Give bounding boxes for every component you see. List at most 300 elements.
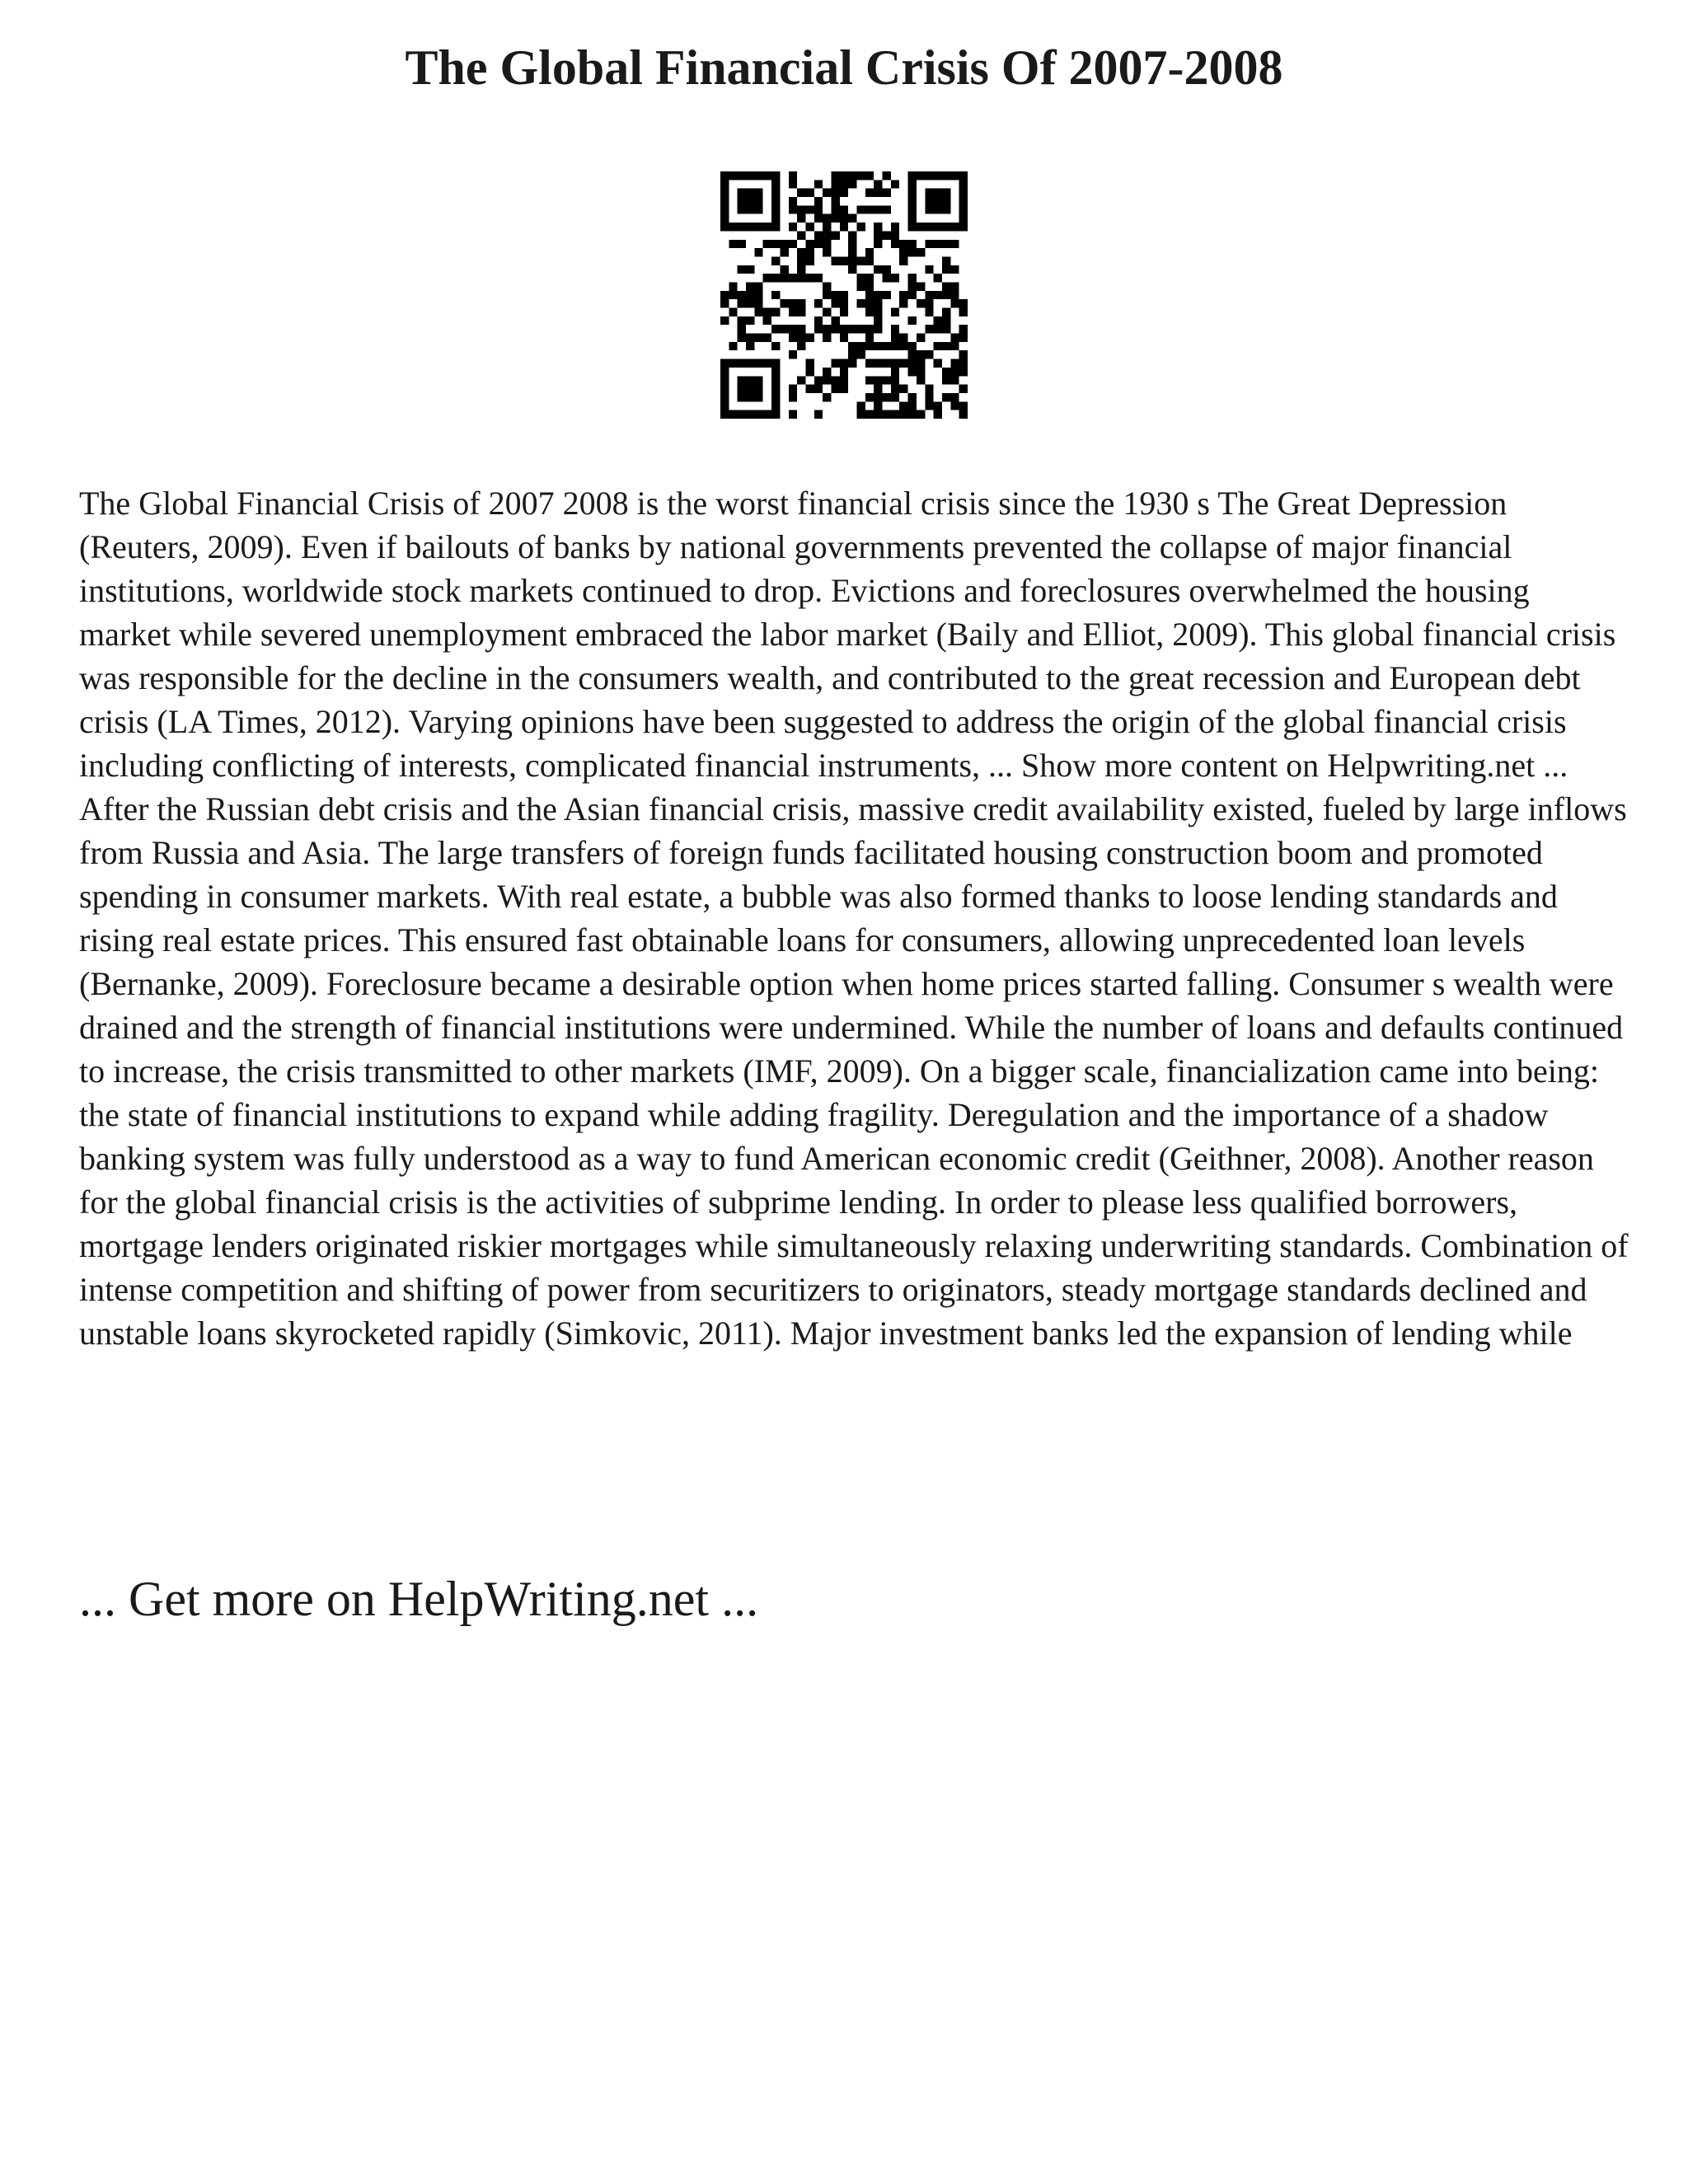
qr-module [805,334,814,342]
qr-module [865,376,874,384]
qr-module [942,189,950,197]
qr-module [763,223,771,231]
qr-module [823,214,831,223]
qr-module [797,214,805,223]
qr-module [823,368,831,376]
qr-module [865,256,874,265]
qr-module [823,393,831,401]
qr-module [857,401,865,410]
qr-module [908,282,917,290]
qr-module [865,410,874,419]
qr-module [857,223,865,231]
qr-module [865,171,874,180]
qr-module [899,240,907,248]
qr-module [840,256,848,265]
qr-module [942,291,950,299]
qr-module [823,240,831,248]
qr-module [848,171,856,180]
qr-module [814,385,823,393]
qr-module [754,385,762,393]
qr-module [840,180,848,188]
qr-module [950,334,959,342]
qr-module [848,231,856,239]
qr-module [917,410,925,419]
get-more-link[interactable]: ... Get more on HelpWriting.net ... [79,1572,759,1626]
qr-module [908,274,917,282]
qr-module [729,171,737,180]
qr-module [950,401,959,410]
qr-module [738,385,746,393]
qr-module [874,342,882,350]
qr-module [865,393,874,401]
qr-module [729,291,737,299]
qr-module [883,274,891,282]
qr-module [823,223,831,231]
qr-module [874,316,882,325]
qr-module [746,342,754,350]
qr-module [746,265,754,274]
qr-module [925,350,933,359]
qr-module [754,189,762,197]
qr-module [908,205,917,213]
qr-module [959,350,968,359]
qr-module [934,359,942,368]
qr-module [908,248,917,256]
qr-module [934,205,942,213]
qr-module [720,368,729,376]
qr-module [857,410,865,419]
qr-module [857,171,865,180]
qr-module [805,248,814,256]
qr-module [746,299,754,307]
qr-module [789,274,797,282]
qr-module [746,334,754,342]
qr-module [874,223,882,231]
qr-module [771,385,780,393]
qr-module [874,359,882,368]
qr-module [771,189,780,197]
qr-module [865,299,874,307]
qr-module [780,274,788,282]
qr-module [857,205,865,213]
qr-module [925,393,933,401]
qr-module [823,231,831,239]
qr-module [959,308,968,316]
qr-module [917,359,925,368]
qr-module [934,189,942,197]
qr-module [754,359,762,368]
qr-module [883,376,891,384]
qr-module [899,248,907,256]
qr-module [831,171,839,180]
qr-module [917,350,925,359]
qr-module [840,299,848,307]
qr-module [814,376,823,384]
qr-module [746,197,754,205]
qr-module [857,256,865,265]
qr-module [814,214,823,223]
qr-module [891,274,899,282]
qr-module [720,385,729,393]
qr-module [942,240,950,248]
qr-module [789,334,797,342]
qr-module [925,291,933,299]
qr-module [823,282,831,290]
qr-module [959,205,968,213]
qr-module [831,359,839,368]
qr-module [729,359,737,368]
qr-module [738,393,746,401]
qr-module [823,248,831,256]
qr-module [771,410,780,419]
qr-module [831,180,839,188]
qr-module [805,368,814,376]
qr-module [729,410,737,419]
qr-module [754,410,762,419]
qr-module [831,325,839,333]
qr-module [959,214,968,223]
qr-module [950,376,959,384]
qr-module [754,393,762,401]
qr-module [720,410,729,419]
qr-module [891,368,899,376]
qr-module [746,410,754,419]
qr-module [746,359,754,368]
qr-module [720,197,729,205]
qr-module [789,171,797,180]
qr-module [840,325,848,333]
qr-module [848,325,856,333]
qr-module [865,342,874,350]
qr-module [738,334,746,342]
qr-module [738,223,746,231]
qr-module [754,205,762,213]
qr-module [874,393,882,401]
qr-module [883,265,891,274]
qr-module [840,359,848,368]
qr-module [823,189,831,197]
qr-module [942,265,950,274]
qr-module [797,342,805,350]
qr-module [720,205,729,213]
qr-module [797,274,805,282]
qr-module [925,171,933,180]
qr-module [848,214,856,223]
qr-module [908,223,917,231]
qr-module [848,180,856,188]
qr-module [823,325,831,333]
qr-module [805,274,814,282]
qr-module [814,231,823,239]
qr-module [908,240,917,248]
qr-module [797,376,805,384]
qr-module [814,205,823,213]
qr-module [917,368,925,376]
qr-module [805,385,814,393]
qr-module [857,299,865,307]
qr-module [754,282,762,290]
qr-module [874,189,882,197]
qr-module [771,401,780,410]
qr-module [789,180,797,188]
qr-module [891,393,899,401]
qr-module [917,334,925,342]
qr-module [857,325,865,333]
qr-module [814,316,823,325]
qr-module [865,308,874,316]
qr-module [814,299,823,307]
qr-module [720,359,729,368]
qr-module [771,308,780,316]
qr-module [797,256,805,265]
qr-module [874,308,882,316]
qr-module [831,385,839,393]
qr-module [720,316,729,325]
qr-module [950,291,959,299]
qr-module [771,368,780,376]
qr-module [797,325,805,333]
qr-module [925,205,933,213]
qr-module [738,316,746,325]
qr-module [934,316,942,325]
qr-module [823,376,831,384]
qr-module [789,197,797,205]
qr-module [771,393,780,401]
qr-module [823,308,831,316]
qr-module [874,385,882,393]
qr-module [891,376,899,384]
qr-module [857,350,865,359]
qr-module [831,231,839,239]
qr-module [814,325,823,333]
qr-module [950,359,959,368]
qr-module [771,291,780,299]
qr-module [840,291,848,299]
qr-module [950,223,959,231]
qr-module [925,401,933,410]
qr-module [925,325,933,333]
qr-module [754,248,762,256]
qr-module [763,316,771,325]
qr-module [771,205,780,213]
qr-module [942,308,950,316]
qr-module [771,171,780,180]
qr-module [789,410,797,419]
qr-module [780,240,788,248]
qr-module [754,171,762,180]
qr-module [865,189,874,197]
qr-module [908,180,917,188]
qr-module [763,308,771,316]
qr-module [959,359,968,368]
qr-module [959,171,968,180]
qr-module [797,265,805,274]
qr-module [934,325,942,333]
qr-module [771,223,780,231]
qr-module [950,299,959,307]
qr-module [874,265,882,274]
qr-module [891,223,899,231]
qr-module [771,342,780,350]
qr-module [917,299,925,307]
qr-module [746,223,754,231]
qr-module [797,334,805,342]
qr-module [754,376,762,384]
qr-module [805,240,814,248]
paragraph-2: After the Russian debt crisis and the Asian financial crisis, massive credit availability existed, fueled by large inflows from Russia and Asia. The large transfers of foreign funds facilitated housing construction boom and promoted spending in consumer markets. With real estate, a bubble was also formed thanks to loose lending standards and rising real estate prices. This ensured fast obtainable loans for consumers, allowing unprecedented loan levels (Bernanke, 2009). Foreclosure became a desirable option when home prices started falling. Consumer s wealth were drained and the strength of financial institutions were undermined. While the number of loans and defaults continued to increase, the crisis transmitted to other markets (IMF, 2009). On a bigger scale, financialization came into being: the state of financial institutions to expand while adding fragility. Deregulation and the importance of a shadow banking system was fully understood as a way to fund American economic credit (Geithner, 2008). Another reason for the global financial crisis is the activities of subprime lending. In order to please less qualified borrowers, mortgage lenders originated riskier mortgages while simultaneously relaxing underwriting standards. Combination of intense competition and shifting of power from securitizers to originators, steady mortgage standards declined and unstable loans skyrocketed rapidly (Simkovic, 2011). Major investment banks led the expansion of lending while [79,790,1629,1352]
qr-module [908,350,917,359]
qr-module [814,410,823,419]
qr-module [771,256,780,265]
qr-module [720,171,729,180]
qr-module [763,274,771,282]
qr-module [738,410,746,419]
qr-module [729,240,737,248]
qr-module [959,334,968,342]
qr-module [908,189,917,197]
qr-module [942,342,950,350]
qr-module [754,197,762,205]
qr-module [720,180,729,188]
qr-module [848,256,856,265]
qr-module [925,385,933,393]
qr-module [942,205,950,213]
qr-module [771,274,780,282]
qr-module [942,368,950,376]
qr-code-icon [720,171,968,419]
qr-module [780,299,788,307]
qr-module [857,342,865,350]
qr-module [754,334,762,342]
qr-module [925,197,933,205]
qr-module [925,308,933,316]
qr-module [763,334,771,342]
qr-module [874,291,882,299]
qr-module [763,171,771,180]
qr-module [840,308,848,316]
qr-module [789,223,797,231]
qr-module [959,223,968,231]
qr-module [771,359,780,368]
qr-module [746,316,754,325]
qr-module [891,180,899,188]
qr-module [908,197,917,205]
qr-module [831,205,839,213]
qr-module [805,223,814,231]
qr-module [746,376,754,384]
qr-module [934,410,942,419]
qr-module [883,205,891,213]
qr-module [899,334,907,342]
qr-module [874,376,882,384]
qr-module [865,274,874,282]
qr-module [959,385,968,393]
qr-module [771,214,780,223]
qr-module [950,368,959,376]
qr-module [729,342,737,350]
qr-module [738,197,746,205]
qr-module [874,410,882,419]
qr-module [883,410,891,419]
qr-module [899,359,907,368]
qr-module [908,342,917,350]
qr-module [908,316,917,325]
qr-module [738,299,746,307]
qr-module [891,342,899,350]
qr-module [925,189,933,197]
qr-module [908,401,917,410]
qr-module [720,214,729,223]
qr-module [814,240,823,248]
qr-module [789,393,797,401]
qr-module [908,291,917,299]
qr-module [746,282,754,290]
qr-module [891,308,899,316]
qr-module [720,291,729,299]
qr-module [848,240,856,248]
qr-module [729,223,737,231]
qr-module [899,342,907,350]
qr-module [754,291,762,299]
qr-module [950,282,959,290]
qr-module [840,171,848,180]
qr-module [917,223,925,231]
qr-module [738,171,746,180]
qr-module [874,299,882,307]
qr-module [763,359,771,368]
qr-module [891,334,899,342]
qr-module [831,197,839,205]
qr-module [780,248,788,256]
qr-module [865,282,874,290]
qr-module [840,385,848,393]
qr-module [891,385,899,393]
qr-module [942,223,950,231]
qr-module [848,248,856,256]
qr-module [908,393,917,401]
qr-module [771,197,780,205]
qr-module [925,299,933,307]
qr-module [823,291,831,299]
qr-module [789,308,797,316]
qr-module [865,359,874,368]
qr-module [874,231,882,239]
qr-module [925,240,933,248]
qr-module [840,334,848,342]
qr-module [805,205,814,213]
qr-module [780,325,788,333]
qr-module [899,385,907,393]
qr-module [942,197,950,205]
qr-module [934,274,942,282]
qr-module [797,205,805,213]
qr-module [840,368,848,376]
qr-module [805,189,814,197]
qr-module [720,401,729,410]
qr-module [763,410,771,419]
qr-module [789,205,797,213]
qr-module [899,410,907,419]
qr-module [738,240,746,248]
qr-module [831,189,839,197]
qr-module [857,274,865,282]
qr-module [797,189,805,197]
qr-module [917,248,925,256]
qr-module [959,410,968,419]
qr-module [899,401,907,410]
qr-module [771,325,780,333]
qr-module [917,376,925,384]
